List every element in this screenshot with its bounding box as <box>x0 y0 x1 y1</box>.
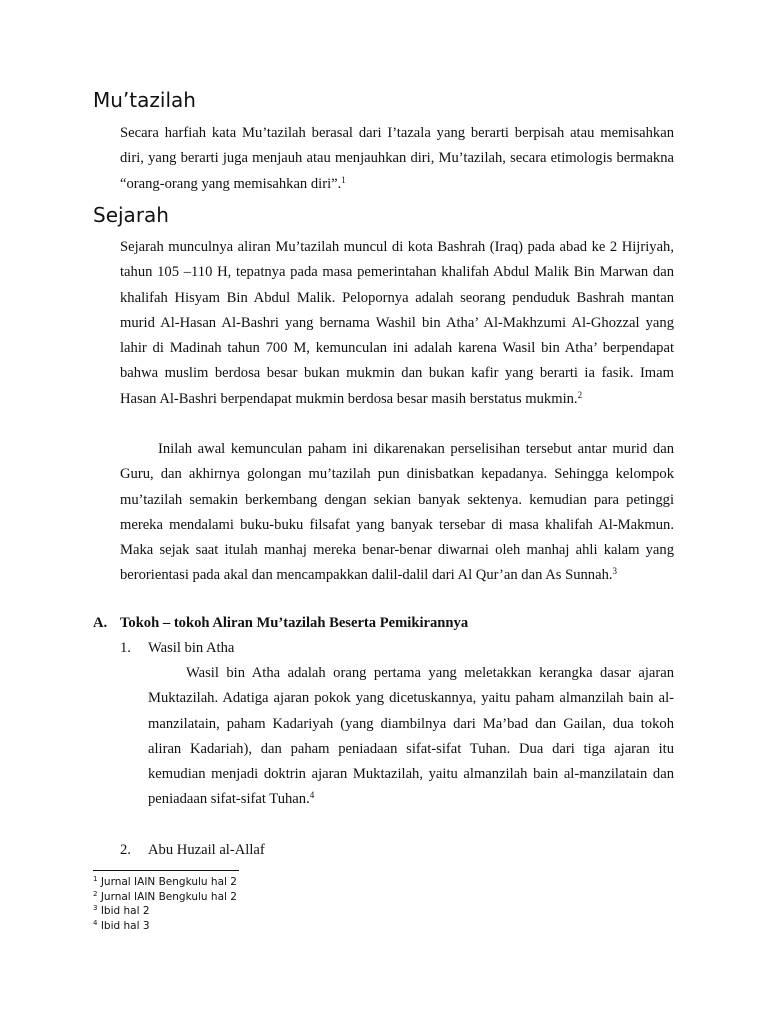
list-number: 2. <box>120 842 131 858</box>
footnote-separator <box>93 870 239 871</box>
footnote-1 <box>93 876 237 888</box>
list-title: Wasil bin Atha <box>148 640 235 656</box>
paragraph-wasil <box>148 661 674 813</box>
footnote-2 <box>93 891 237 903</box>
footnote-ref[interactable]: 3 <box>612 566 618 577</box>
list-item-abu-huzail <box>120 842 265 859</box>
section-heading <box>93 615 468 632</box>
paragraph-history <box>120 235 674 412</box>
footnote-ref[interactable]: 2 <box>577 389 583 400</box>
footnote-number: 4 <box>93 919 98 927</box>
footnote-number: 3 <box>93 904 98 912</box>
paragraph-text: Inilah awal kemunculan paham ini dikarenakan perselisihan tersebut antar murid dan Guru, dan akhirnya golongan mu’tazilah pun dinisbatkan kepadanya. Sehingga kelompok mu’tazilah semakin berkembang dengan sekian banyak sektenya. kemudian para petinggi mereka mendalami buku-buku filsafat yang banyak tersebar di masa khalifah Al-Makmun. Maka sejak saat itulah manhaj mereka benar-benar diwarnai oleh manhaj ahli kalam yang berorientasi pada akal dan mencampakkan dalil-dalil dari Al Qur’an dan As Sunnah. <box>120 441 674 584</box>
paragraph-definition <box>120 121 674 197</box>
section-title: Tokoh – tokoh Aliran Mu’tazilah Beserta Pemikirannya <box>120 615 469 631</box>
footnote-text: Ibid hal 2 <box>100 905 150 917</box>
footnote-4 <box>93 920 150 932</box>
footnote-number: 2 <box>93 890 98 898</box>
list-item-wasil <box>120 640 234 657</box>
paragraph-text: Sejarah munculnya aliran Mu’tazilah muncul di kota Bashrah (Iraq) pada abad ke 2 Hijriyah, tahun 105 –110 H, tepatnya pada masa pemerintahan khalifah Abdul Malik Bin Marwan dan khalifah Hisyam Bin Abdul Malik. Pelopornya adalah seorang penduduk Bashrah mantan murid Al-Hasan Al-Bashri yang bernama Washil bin Atha’ Al-Makhzumi Al-Ghozzal yang lahir di Madinah tahun 700 M, kemunculan ini adalah karena Wasil bin Atha’ berpendapat bahwa muslim berdosa besar bukan mukmin dan bukan kafir yang berarti ia fasik. Imam Hasan Al-Bashri berpendapat mukmin berdosa besar masih berstatus mukmin. <box>120 239 674 407</box>
footnote-number: 1 <box>93 875 98 883</box>
footnote-ref[interactable]: 1 <box>341 174 346 185</box>
footnote-text: Ibid hal 3 <box>100 920 150 932</box>
footnote-ref[interactable]: 4 <box>309 790 315 801</box>
footnote-text: Jurnal IAIN Bengkulu hal 2 <box>100 876 237 888</box>
footnote-3 <box>93 905 150 917</box>
heading-sejarah: Sejarah <box>93 203 169 227</box>
heading-mutazilah: Mu’tazilah <box>93 88 196 112</box>
paragraph-text: Secara harfiah kata Mu’tazilah berasal dari I’tazala yang berarti berpisah atau memisahkan diri, yang berarti juga menjauh atau menjauhkan diri, Mu’tazilah, secara etimologis bermakna “orang-orang yang memisahkan diri”. <box>120 125 674 192</box>
paragraph-origin <box>120 437 674 589</box>
list-title: Abu Huzail al-Allaf <box>148 842 265 858</box>
paragraph-text: Wasil bin Atha adalah orang pertama yang meletakkan kerangka dasar ajaran Muktazilah. Adatiga ajaran pokok yang dicetuskannya, yaitu paham almanzilah bain al-manzilatain, paham Kadariyah (yang diambilnya dari Ma’bad dan Gailan, dua tokoh aliran Kadariah), dan paham peniadaan sifat-sifat Tuhan. Dua dari tiga ajaran itu kemudian menjadi doktrin ajaran Muktazilah, yaitu almanzilah bain al-manzilatain dan peniadaan sifat-sifat Tuhan. <box>148 665 674 808</box>
list-number: 1. <box>120 640 131 656</box>
section-label: A. <box>93 615 108 631</box>
footnote-text: Jurnal IAIN Bengkulu hal 2 <box>100 891 237 903</box>
